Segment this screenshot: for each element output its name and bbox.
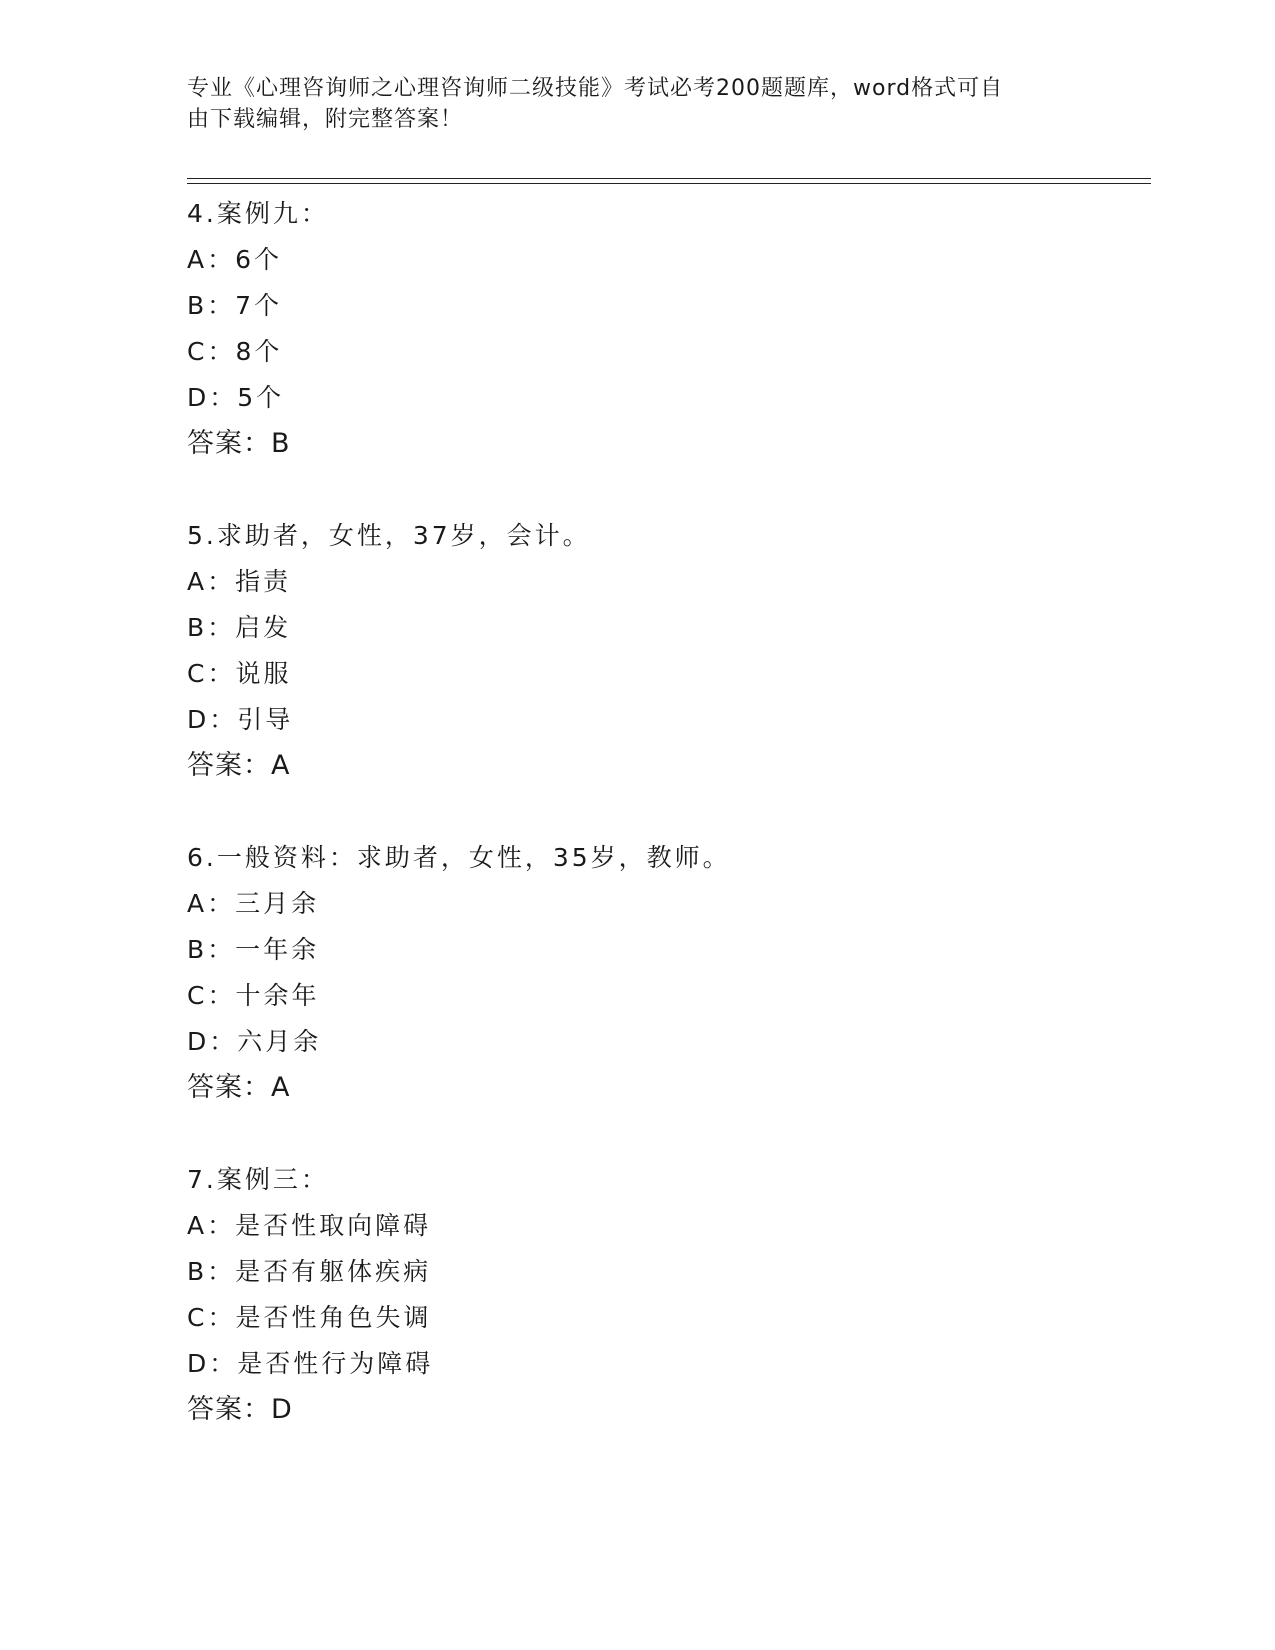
- question-stem: 6.一般资料：求助者，女性，35岁，教师。: [187, 843, 731, 872]
- option-d: D：5个: [187, 383, 285, 412]
- option-c: C：十余年: [187, 981, 320, 1010]
- document-header: [187, 73, 1067, 135]
- option-c: C：说服: [187, 659, 292, 688]
- question-4: [187, 191, 1147, 467]
- option-c: C：是否性角色失调: [187, 1303, 432, 1332]
- option-d: D：是否性行为障碍: [187, 1349, 434, 1378]
- option-a: A：指责: [187, 567, 292, 596]
- question-6: [187, 835, 1147, 1111]
- answer-label: 答案：D: [187, 1394, 293, 1425]
- option-a: A：6个: [187, 245, 283, 274]
- header-divider-top: [187, 178, 1151, 179]
- option-b: B：是否有躯体疾病: [187, 1257, 432, 1286]
- question-list: [187, 191, 1147, 1479]
- option-b: B：一年余: [187, 935, 320, 964]
- option-d: D：引导: [187, 705, 294, 734]
- question-5: [187, 513, 1147, 789]
- header-line-2: 由下载编辑，附完整答案！: [187, 107, 464, 132]
- option-b: B：7个: [187, 291, 283, 320]
- header-divider-bottom: [187, 183, 1151, 184]
- option-c: C：8个: [187, 337, 283, 366]
- option-a: A：三月余: [187, 889, 320, 918]
- option-b: B：启发: [187, 613, 292, 642]
- question-stem: 5.求助者，女性，37岁，会计。: [187, 521, 591, 550]
- answer-label: 答案：A: [187, 750, 291, 781]
- question-stem: 4.案例九：: [187, 199, 329, 228]
- answer-label: 答案：B: [187, 428, 291, 459]
- question-7: [187, 1157, 1147, 1433]
- answer-label: 答案：A: [187, 1072, 291, 1103]
- question-stem: 7.案例三：: [187, 1165, 329, 1194]
- option-a: A：是否性取向障碍: [187, 1211, 432, 1240]
- header-line-1: 专业《心理咨询师之心理咨询师二级技能》考试必考200题题库，word格式可自: [187, 76, 1004, 101]
- option-d: D：六月余: [187, 1027, 322, 1056]
